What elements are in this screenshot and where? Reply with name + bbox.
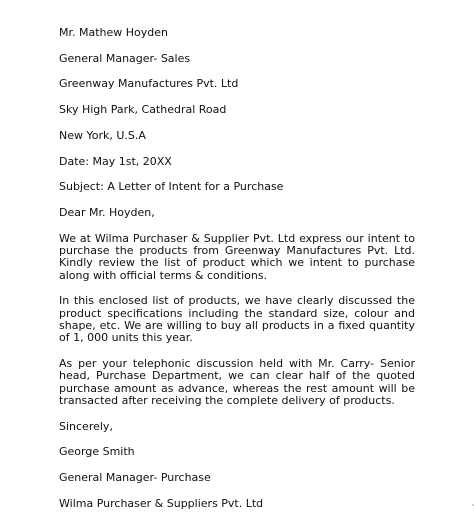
recipient-name: Mr. Mathew Hoyden: [59, 26, 169, 39]
recipient-title: General Manager- Sales: [59, 51, 191, 65]
recipient-block: [59, 27, 415, 142]
sender-company: Wilma Purchaser & Suppliers Pvt. Ltd: [59, 496, 264, 510]
recipient-street: Sky High Park, Cathedral Road: [59, 103, 227, 117]
body-paragraph-payment: As per your telephonic discussion held with Mr. Carry- Senior head, Purchase Department, we can clear half of the quoted purchase amount as advance, whereas the rest amount will be transacted after receiving the complete delivery of products.: [59, 356, 415, 408]
letter-subject: Subject: A Letter of Intent for a Purchase: [59, 180, 284, 194]
sender-title: General Manager- Purchase: [59, 470, 211, 484]
body-paragraph-intent: We at Wilma Purchaser & Supplier Pvt. Ltd express our intent to purchase the products from Greenway Manufactures Pvt. Ltd. Kindly review the list of product which we intent to purchase along with official terms & conditions.: [59, 231, 415, 282]
body-paragraph-products: In this enclosed list of products, we have clearly discussed the product specifications including the standard size, colour and shape, etc. We are willing to buy all products in a fixed quantity of 1, 000 units this year.: [59, 294, 415, 345]
letter-date: Date: May 1st, 20XX: [59, 154, 172, 168]
sender-name: George Smith: [59, 445, 135, 459]
recipient-city: New York, U.S.A: [59, 128, 146, 142]
letter-salutation: Dear Mr. Hoyden,: [59, 205, 155, 219]
letter-closing: Sincerely,: [59, 419, 113, 433]
letter-body: [59, 27, 415, 523]
recipient-company: Greenway Manufactures Pvt. Ltd: [59, 77, 239, 91]
sender-block: [59, 446, 415, 510]
